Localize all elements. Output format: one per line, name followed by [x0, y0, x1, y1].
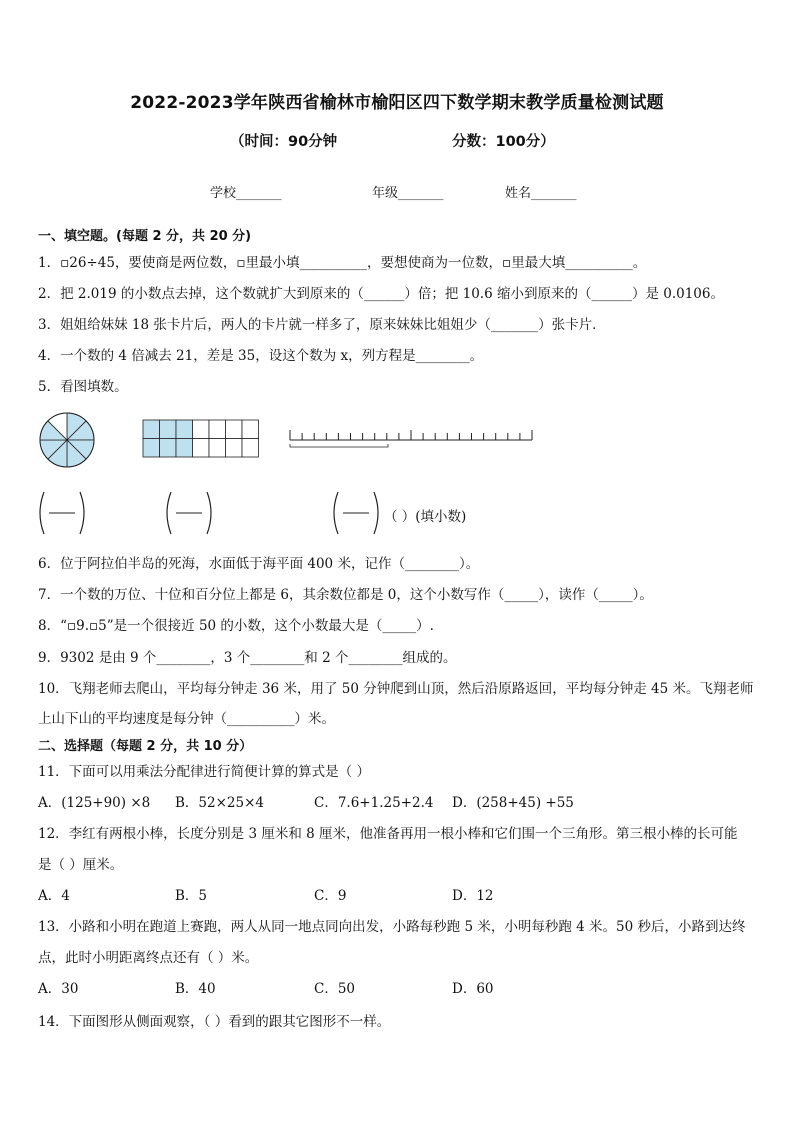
grid-cell — [242, 420, 259, 439]
school-field: 学校_______ — [210, 186, 282, 201]
number-line-brace — [290, 444, 388, 447]
question-14: 14．下面图形从侧面观察，（ ）看到的跟其它图形不一样。 — [38, 1014, 391, 1030]
number-line-ticks — [290, 430, 532, 440]
q13-option-c: C．50 — [314, 981, 356, 997]
grid-cells — [143, 420, 259, 457]
question-6: 6．位于阿拉伯半岛的死海，水面低于海平面 400 米，记作（________）。 — [38, 556, 480, 572]
grid-cell — [226, 420, 243, 439]
q13-option-a: A．30 — [38, 981, 79, 997]
q11-option-c: C．7.6+1.25+2.4 — [314, 795, 434, 811]
grid-cell — [160, 439, 177, 458]
fraction-blank-1 — [36, 490, 88, 536]
fraction-blank-2 — [163, 490, 215, 536]
grid-cell — [209, 420, 226, 439]
question-12-line1: 12．李红有两根小棒，长度分别是 3 厘米和 8 厘米，他准备再用一根小棒和它们围一个三角形。第三根小棒的长可能 — [38, 826, 738, 842]
fill-decimal-label: （ ）(填小数) — [384, 509, 467, 525]
grid-cell — [143, 420, 160, 439]
question-3: 3．姐姐给妹妹 18 张卡片后，两人的卡片就一样多了，原来妹妹比姐姐少（_______）张卡片． — [38, 317, 606, 333]
grid-cell — [143, 439, 160, 458]
grid-cell — [176, 420, 193, 439]
q12-option-d: D．12 — [452, 888, 494, 904]
grid-cell — [176, 439, 193, 458]
grid-cell — [209, 439, 226, 458]
q12-option-b: B．5 — [175, 888, 208, 904]
question-12-line2: 是（ ）厘米。 — [38, 857, 124, 873]
grid-cell — [242, 439, 259, 458]
q13-option-b: B．40 — [175, 981, 216, 997]
q13-option-d: D．60 — [452, 981, 494, 997]
grid-cell — [193, 420, 210, 439]
q12-option-a: A．4 — [38, 888, 70, 904]
q11-option-d: D．(258+45) +55 — [452, 795, 574, 811]
question-1: 1．▫26÷45，要使商是两位数，▫里最小填__________，要想使商为一位数，▫里最大填__________。 — [38, 255, 647, 271]
question-13-line2: 点，此时小明距离终点还有（ ）米。 — [38, 950, 259, 966]
grid-cell — [226, 439, 243, 458]
grade-field: 年级_______ — [372, 186, 444, 201]
grid-cell — [193, 439, 210, 458]
question-10-line2: 上山下山的平均速度是每分钟（__________）米。 — [38, 711, 335, 727]
question-13-line1: 13．小路和小明在跑道上赛跑，两人从同一地点同向出发，小路每秒跑 5 米，小明每秒跑 4 米。50 秒后，小路到达终 — [38, 919, 746, 935]
fraction-blank-3 — [330, 490, 382, 536]
question-2: 2．把 2.019 的小数点去掉，这个数就扩大到原来的（______）倍；把 10.6 缩小到原来的（______）是 0.0106。 — [38, 286, 724, 302]
question-8: 8．“▫9.▫5”是一个很接近 50 的小数，这个小数最大是（_____）. — [38, 618, 434, 634]
question-9: 9．9302 是由 9 个________，3 个________和 2 个________组成的。 — [38, 650, 457, 666]
name-field: 姓名_______ — [505, 186, 577, 201]
section-heading-fill-blank: 一、填空题。(每题 2 分，共 20 分) — [38, 229, 252, 244]
q11-option-a: A．(125+90) ×8 — [38, 795, 151, 811]
question-11: 11．下面可以用乘法分配律进行简便计算的算式是（ ） — [38, 764, 370, 780]
q12-option-c: C．9 — [314, 888, 347, 904]
exam-time: （时间：90分钟 — [230, 134, 338, 150]
exam-score: 分数：100分） — [452, 134, 555, 150]
grid-cell — [160, 420, 177, 439]
question-7: 7．一个数的万位、十位和百分位上都是 6，其余数位都是 0，这个小数写作（_____），读作（_____）。 — [38, 587, 653, 603]
grid-fraction-figure — [142, 419, 262, 461]
number-line-figure — [288, 428, 538, 458]
circle-fraction-figure — [37, 410, 97, 470]
section-heading-choice: 二、选择题（每题 2 分，共 10 分） — [38, 739, 253, 754]
page-title: 2022-2023学年陕西省榆林市榆阳区四下数学期末教学质量检测试题 — [130, 93, 664, 113]
question-4: 4．一个数的 4 倍减去 21，差是 35，设这个数为 x，列方程是________。 — [38, 348, 484, 364]
q11-option-b: B．52×25×4 — [175, 795, 264, 811]
question-5: 5．看图填数。 — [38, 379, 128, 395]
question-10-line1: 10．飞翔老师去爬山，平均每分钟走 36 米，用了 50 分钟爬到山顶，然后沿原路返回，平均每分钟走 45 米。飞翔老师 — [38, 681, 754, 697]
